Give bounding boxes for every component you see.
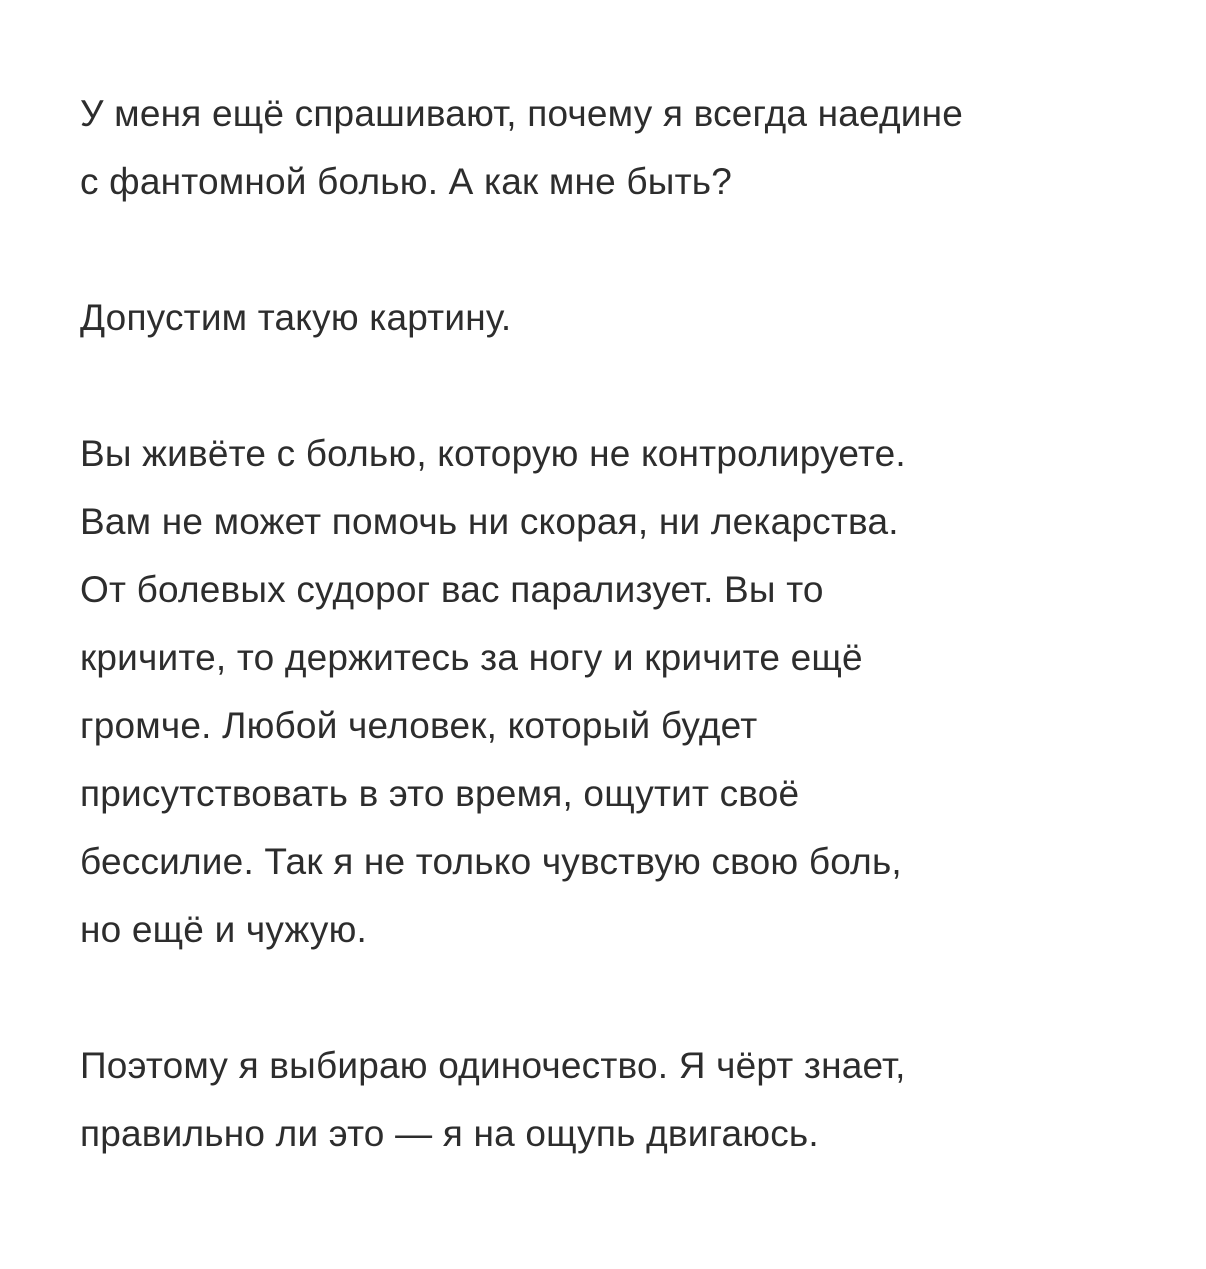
text-line: но ещё и чужую. (80, 909, 368, 950)
text-line: Поэтому я выбираю одиночество. Я чёрт знает, (80, 1045, 906, 1086)
text-line: правильно ли это — я на ощупь двигаюсь. (80, 1113, 819, 1154)
text-line: От болевых судорог вас парализует. Вы то (80, 569, 824, 610)
paragraph-spacer (80, 964, 1160, 1032)
paragraph-spacer (80, 352, 1160, 420)
paragraph-2 (80, 284, 1160, 352)
text-line: У меня ещё спрашивают, почему я всегда наедине (80, 93, 964, 134)
text-line: кричите, то держитесь за ногу и кричите ещё (80, 637, 863, 678)
text-line: с фантомной болью. А как мне быть? (80, 161, 732, 202)
paragraph-4 (80, 1032, 1160, 1168)
text-line: бессилие. Так я не только чувствую свою боль, (80, 841, 902, 882)
text-line: Вы живёте с болью, которую не контролируете. (80, 433, 906, 474)
paragraph-1 (80, 80, 1160, 216)
paragraph-3 (80, 420, 1160, 964)
text-line: Допустим такую картину. (80, 297, 512, 338)
text-line: Вам не может помочь ни скорая, ни лекарства. (80, 501, 899, 542)
text-line: громче. Любой человек, который будет (80, 705, 758, 746)
text-line: присутствовать в это время, ощутит своё (80, 773, 800, 814)
text-document (80, 80, 1160, 1168)
paragraph-spacer (80, 216, 1160, 284)
